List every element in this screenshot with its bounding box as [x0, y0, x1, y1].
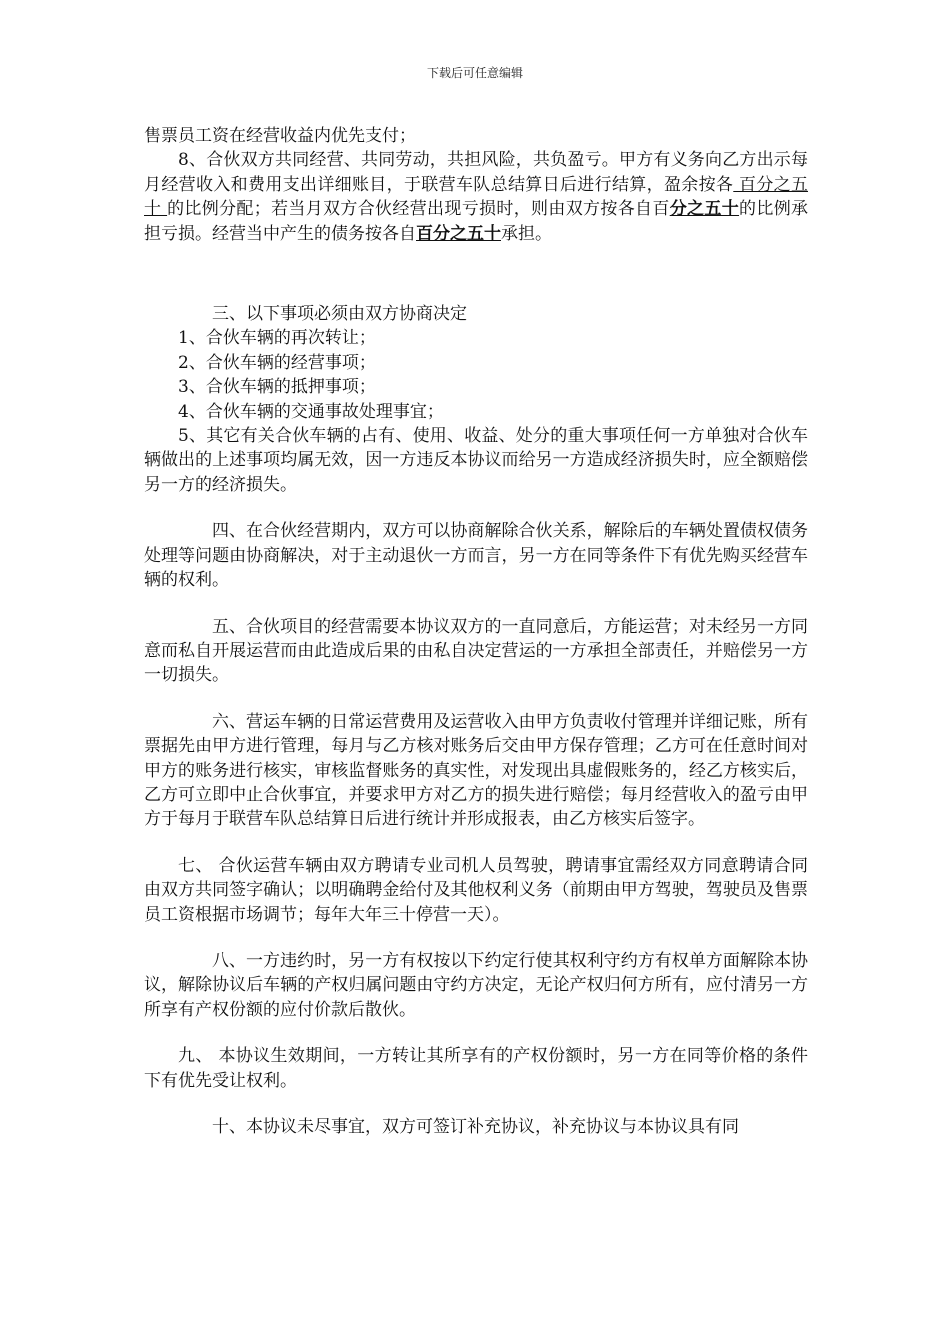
section-3-number: 三、	[212, 304, 246, 325]
section-9-number: 九、	[178, 1046, 213, 1067]
section-8	[144, 949, 808, 1022]
section-5-number: 五、	[212, 616, 246, 637]
section-4-text: 在合伙经营期内，双方可以协商解除合伙关系，解除后的车辆处置债权债务处理等问题由协商解决，对于主动退伙一方而言，另一方在同等条件下有优先购买经营车辆的权利。	[144, 521, 808, 591]
section-7-text: 合伙运营车辆由双方聘请专业司机人员驾驶，聘请事宜需经双方同意聘请合同由双方共同签字确认；以明确聘金给付及其他权利义务（前期由甲方驾驶，驾驶员及售票员工资根据市场调节；每年大年三十停营一天）。	[144, 855, 809, 925]
page-header: 下载后可任意编辑	[426, 66, 523, 80]
item-8-underline-3: 百分之五十	[416, 223, 501, 244]
section-6-text: 营运车辆的日常运营费用及运营收入由甲方负责收付管理并详细记账，所有票据先由甲方进行管理，每月与乙方核对账务后交由甲方保存管理；乙方可在任意时间对甲方的账务进行核实，审核监督账务的真实性，对发现出具虚假账务的，经乙方核实后，乙方可立即中止合伙事宜，并要求甲方对乙方的损失进行赔偿；每月经营收入的盈亏由甲方于每月于联营车队总结算日后进行统计并形成报表，由乙方核实后签字。	[144, 711, 808, 830]
section-8-text: 一方违约时，另一方有权按以下约定行使其权利守约方有权单方面解除本协议，解除协议后车辆的产权归属问题由守约方决定，无论产权归何方所有，应付清另一方所享有产权份额的应付价款后散伙。	[144, 950, 808, 1020]
section-4-number: 四、	[212, 521, 246, 542]
section-6-number: 六、	[212, 711, 246, 732]
section-9	[144, 1044, 808, 1093]
section-5-text: 合伙项目的经营需要本协议双方的一直同意后，方能运营；对未经另一方同意而私自开展运营而由此造成后果的由私自决定营运的一方承担全部责任，并赔偿另一方一切损失。	[144, 616, 808, 686]
section-3-title: 以下事项必须由双方协商决定	[246, 304, 467, 325]
section-3-heading	[144, 302, 808, 326]
item-8-text-b: 的比例分配；若当月双方合伙经营出现亏损时，则由双方按各自百	[167, 199, 670, 220]
section-3-item: 4、合伙车辆的交通事故处理事宜；	[178, 401, 444, 422]
item-8-text-a: 8、合伙双方共同经营、共同劳动，共担风险，共负盈亏。甲方有义务向乙方出示每月经营收入和费用支出详细账目，于联营车队总结算日后进行结算，盈余按各	[144, 150, 808, 195]
section-8-number: 八、	[212, 950, 246, 971]
section-3-item: 3、合伙车辆的抵押事项；	[178, 377, 376, 398]
item-8-underline-2: 分之五十	[669, 199, 740, 220]
item-8-underline-1: 百分之五十	[144, 174, 809, 220]
section-10	[144, 1115, 808, 1139]
item-8-text-c: 的比例承担亏损。经营当中产生的债务按各自	[144, 199, 809, 244]
section-10-text: 本协议未尽事宜，双方可签订补充协议，补充协议与本协议具有同	[246, 1117, 739, 1137]
section-6	[144, 710, 808, 832]
document-body	[144, 124, 808, 1139]
section-9-text: 本协议生效期间，一方转让其所享有的产权份额时，另一方在同等价格的条件下有优先受让权利。	[144, 1046, 809, 1091]
section-7-number: 七、	[178, 855, 213, 876]
section-3-item: 1、合伙车辆的再次转让；	[178, 328, 376, 349]
section-3-item: 2、合伙车辆的经营事项；	[178, 352, 376, 373]
item-8-text-d: 承担。	[501, 223, 552, 244]
section-5	[144, 615, 808, 688]
section-3-item: 5、其它有关合伙车辆的占有、使用、收益、处分的重大事项任何一方单独对合伙车辆做出的上述事项均属无效，因一方违反本协议而给另一方造成经济损失时，应全额赔偿另一方的经济损失。	[144, 426, 808, 495]
section-4	[144, 519, 808, 592]
paragraph-top: 售票员工资在经营收益内优先支付；	[144, 126, 416, 146]
item-8	[144, 148, 808, 246]
section-10-number: 十、	[212, 1117, 246, 1137]
section-7	[144, 854, 808, 927]
